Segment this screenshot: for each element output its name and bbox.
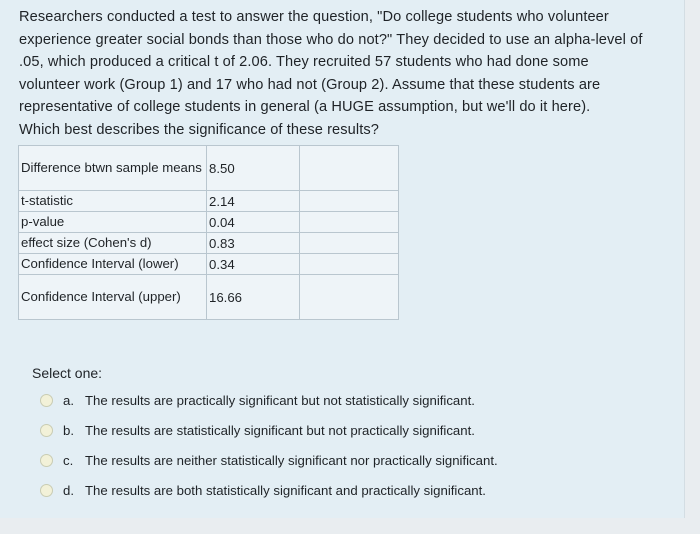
row-value: 16.66 (207, 275, 300, 320)
row-label: Difference btwn sample means (19, 146, 207, 191)
empty-cell (300, 254, 399, 275)
option-letter: a. (63, 392, 74, 408)
empty-cell (300, 191, 399, 212)
answer-option-b[interactable] (40, 415, 498, 445)
question-line: .05, which produced a critical t of 2.06. They recruited 57 students who had done some (19, 54, 589, 71)
option-text[interactable]: The results are both statistically significant and practically significant. (85, 482, 486, 498)
answer-option-a[interactable] (40, 385, 498, 415)
option-text[interactable]: The results are practically significant but not statistically significant. (85, 392, 475, 408)
row-value: 8.50 (207, 146, 300, 191)
empty-cell (300, 146, 399, 191)
empty-cell (300, 233, 399, 254)
option-letter: b. (63, 422, 74, 438)
table-row (19, 212, 399, 233)
table-row (19, 254, 399, 275)
option-text[interactable]: The results are neither statistically significant nor practically significant. (85, 452, 498, 468)
row-label: p-value (19, 212, 207, 233)
table-row (19, 275, 399, 320)
radio-button[interactable] (40, 484, 53, 497)
answer-option-d[interactable] (40, 475, 498, 505)
results-table (18, 145, 399, 320)
answer-option-c[interactable] (40, 445, 498, 475)
question-line: volunteer work (Group 1) and 17 who had not (Group 2). Assume that these students are (19, 76, 601, 93)
option-letter: c. (63, 452, 74, 468)
empty-cell (300, 212, 399, 233)
row-label: Confidence Interval (upper) (19, 275, 207, 320)
radio-button[interactable] (40, 394, 53, 407)
question-line: experience greater social bonds than those who do not?" They decided to use an alpha-level of (19, 31, 643, 48)
question-line: Which best describes the significance of these results? (19, 121, 379, 138)
empty-cell (300, 275, 399, 320)
row-label: Confidence Interval (lower) (19, 254, 207, 275)
row-label: t-statistic (19, 191, 207, 212)
question-line: Researchers conducted a test to answer the question, "Do college students who volunteer (19, 9, 609, 25)
table-row (19, 191, 399, 212)
select-one-label: Select one: (32, 365, 103, 381)
row-value: 0.83 (207, 233, 300, 254)
table-row (19, 233, 399, 254)
question-line: representative of college students in general (a HUGE assumption, but we'll do it here). (19, 99, 591, 116)
question-text (19, 6, 675, 142)
row-value: 0.34 (207, 254, 300, 275)
answer-options (40, 385, 498, 505)
radio-button[interactable] (40, 454, 53, 467)
row-value: 0.04 (207, 212, 300, 233)
radio-button[interactable] (40, 424, 53, 437)
row-label: effect size (Cohen's d) (19, 233, 207, 254)
option-letter: d. (63, 482, 74, 498)
row-value: 2.14 (207, 191, 300, 212)
option-text[interactable]: The results are statistically significant but not practically significant. (85, 422, 475, 438)
table-row (19, 146, 399, 191)
